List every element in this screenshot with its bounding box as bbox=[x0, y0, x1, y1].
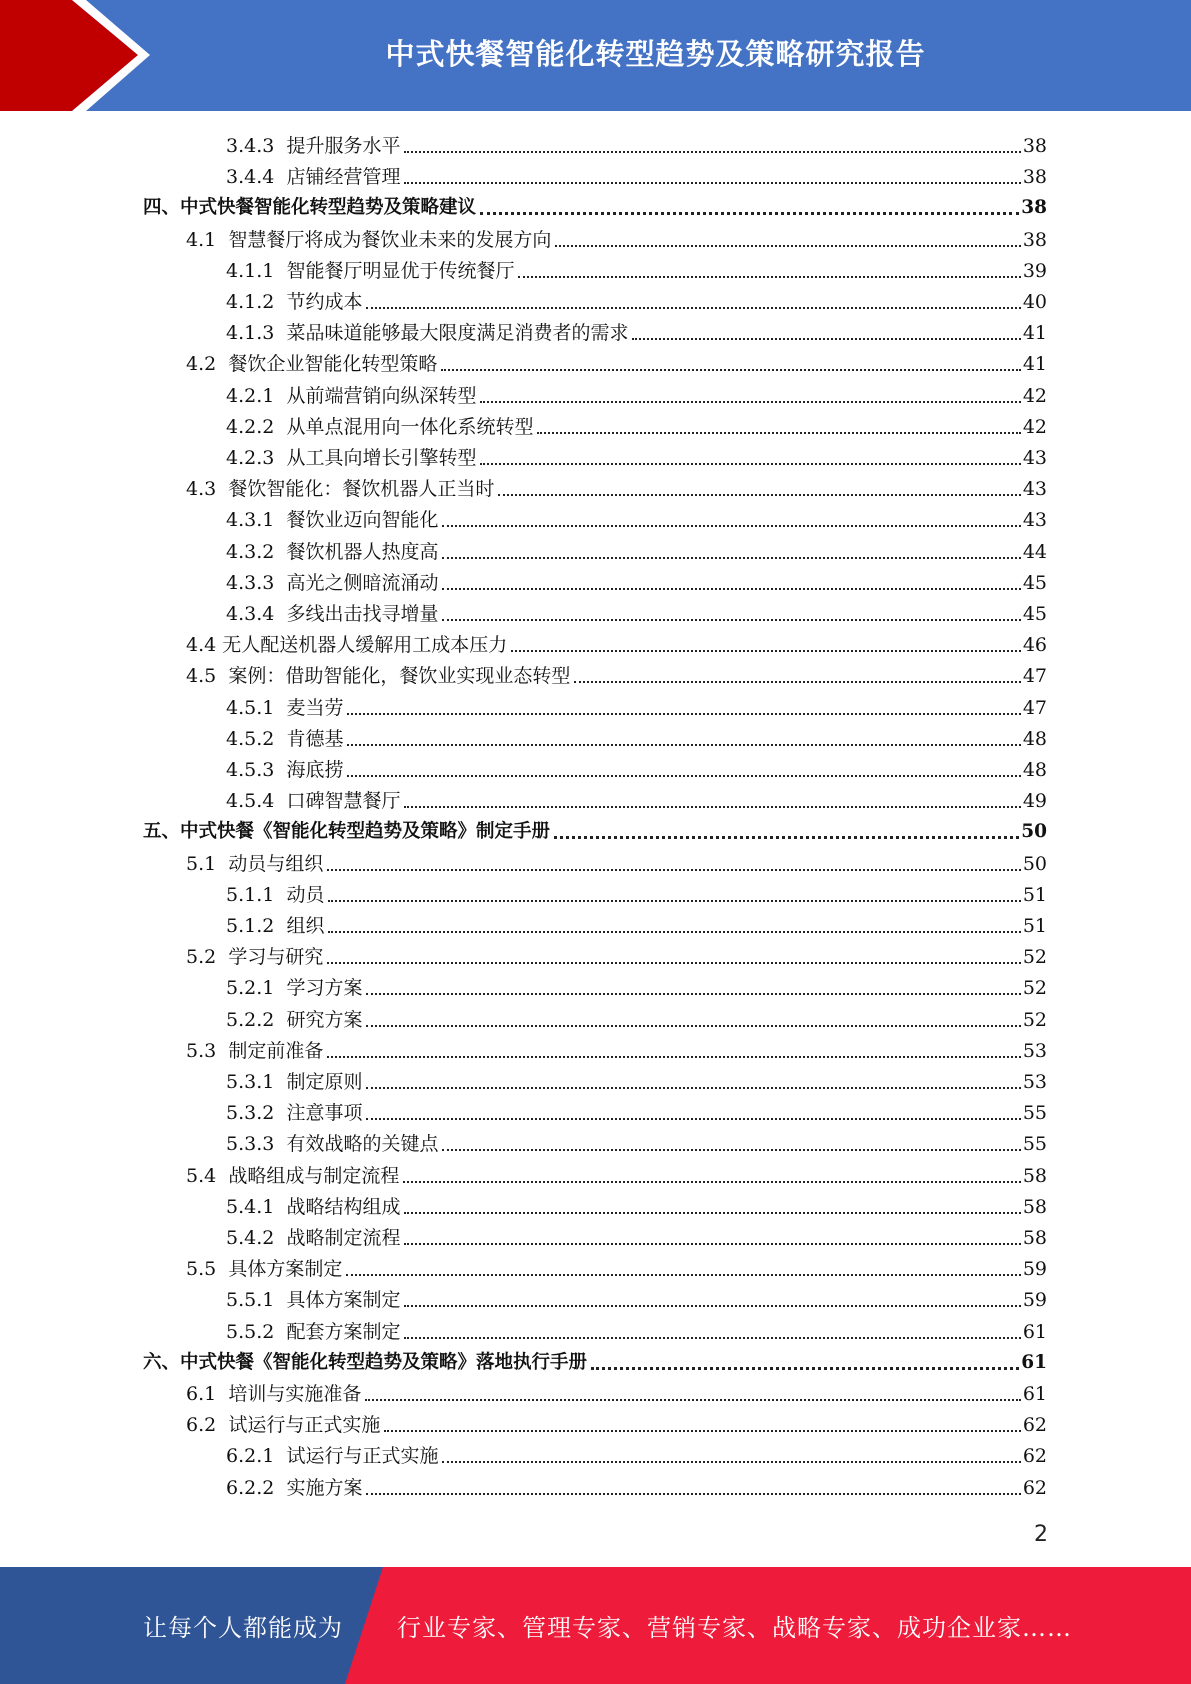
toc-entry-title: 动员 bbox=[286, 883, 325, 906]
toc-entry-page: 43 bbox=[1022, 509, 1047, 532]
toc-entry-number: 5.5.1 bbox=[226, 1289, 275, 1312]
toc-entry-title: 提升服务水平 bbox=[286, 135, 401, 157]
toc-entry-title: 餐饮企业智能化转型策略 bbox=[228, 353, 438, 376]
toc-entry[interactable] bbox=[0, 1094, 1047, 1125]
toc-entry[interactable] bbox=[0, 595, 1047, 626]
toc-entry-page: 55 bbox=[1022, 1102, 1047, 1125]
toc-entry[interactable] bbox=[0, 189, 1047, 220]
toc-entry-title: 多线出击找寻增量 bbox=[286, 603, 439, 625]
toc-entry[interactable] bbox=[0, 689, 1047, 720]
toc-entry-number: 5.3 bbox=[186, 1039, 217, 1062]
toc-entry-title: 注意事项 bbox=[286, 1102, 363, 1125]
toc-entry-title: 培训与实施准备 bbox=[228, 1383, 362, 1405]
toc-entry-number: 6.1 bbox=[186, 1383, 217, 1405]
toc-entry-page: 42 bbox=[1022, 415, 1047, 438]
toc-entry[interactable] bbox=[0, 1344, 1047, 1375]
toc-entry-title: 具体方案制定 bbox=[286, 1289, 401, 1312]
toc-dot-leader bbox=[327, 1055, 1020, 1058]
toc-entry-title: 具体方案制定 bbox=[228, 1258, 343, 1281]
toc-entry-number: 3.4.3 bbox=[226, 135, 275, 157]
toc-entry-number: 5.1.1 bbox=[226, 883, 275, 906]
toc-entry[interactable] bbox=[0, 283, 1047, 314]
toc-entry-page: 62 bbox=[1022, 1476, 1047, 1499]
toc-entry[interactable] bbox=[0, 564, 1047, 595]
toc-dot-leader bbox=[480, 462, 1020, 465]
toc-entry-title: 试运行与正式实施 bbox=[228, 1414, 381, 1437]
toc-dot-leader bbox=[327, 961, 1020, 964]
toc-entry-title: 试运行与正式实施 bbox=[286, 1445, 439, 1468]
toc-entry-page: 55 bbox=[1022, 1133, 1047, 1156]
toc-entry-page: 45 bbox=[1022, 571, 1047, 594]
toc-entry-title: 从前端营销向纵深转型 bbox=[286, 384, 477, 407]
toc-entry-title: 店铺经营管理 bbox=[286, 166, 401, 189]
toc-entry-number: 4.5.4 bbox=[226, 790, 275, 813]
toc-dot-leader bbox=[498, 493, 1020, 496]
toc-entry-page: 44 bbox=[1022, 540, 1047, 563]
toc-entry-title: 有效战略的关键点 bbox=[286, 1133, 439, 1156]
toc-entry-number: 5.4.1 bbox=[226, 1195, 275, 1218]
toc-entry[interactable] bbox=[0, 657, 1047, 688]
toc-entry-number: 4.1.1 bbox=[226, 259, 275, 282]
toc-entry-number: 4.2.2 bbox=[226, 415, 275, 438]
toc-entry-page: 48 bbox=[1022, 727, 1047, 750]
toc-dot-leader bbox=[328, 899, 1020, 902]
toc-entry-page: 52 bbox=[1022, 977, 1047, 1000]
toc-dot-leader bbox=[480, 400, 1020, 403]
toc-dot-leader bbox=[347, 774, 1020, 777]
toc-dot-leader bbox=[518, 275, 1020, 278]
toc-entry[interactable] bbox=[0, 1313, 1047, 1344]
toc-entry-page: 40 bbox=[1022, 291, 1047, 313]
toc-entry-title: 案例：借助智能化，餐饮业实现业态转型 bbox=[228, 665, 571, 688]
toc-entry[interactable] bbox=[0, 938, 1047, 969]
toc-entry-number: 3.4.4 bbox=[226, 166, 275, 189]
toc-entry-title: 实施方案 bbox=[286, 1476, 363, 1499]
toc-entry-page: 61 bbox=[1022, 1383, 1047, 1405]
toc-entry[interactable] bbox=[0, 1406, 1047, 1437]
footer-banner bbox=[0, 1567, 1191, 1684]
toc-entry[interactable] bbox=[0, 1063, 1047, 1094]
toc-dot-leader bbox=[554, 835, 1019, 839]
toc-dot-leader bbox=[347, 743, 1020, 746]
toc-entry-page: 58 bbox=[1022, 1227, 1047, 1249]
toc-entry[interactable] bbox=[0, 1250, 1047, 1281]
toc-dot-leader bbox=[404, 805, 1020, 808]
toc-dot-leader bbox=[384, 1429, 1020, 1432]
toc-entry-title: 战略制定流程 bbox=[286, 1227, 401, 1249]
toc-dot-leader bbox=[404, 150, 1020, 153]
toc-dot-leader bbox=[537, 431, 1020, 434]
toc-entry-page: 43 bbox=[1022, 478, 1047, 501]
toc-entry-number: 5.4.2 bbox=[226, 1227, 275, 1249]
toc-entry-number: 4.1 bbox=[186, 228, 217, 251]
toc-entry-title: 制定前准备 bbox=[228, 1039, 324, 1062]
toc-entry-title: 战略结构组成 bbox=[286, 1195, 401, 1218]
toc-entry-number: 5.5.2 bbox=[226, 1320, 275, 1343]
toc-entry-title: 学习方案 bbox=[286, 977, 363, 1000]
toc-dot-leader bbox=[555, 244, 1020, 247]
toc-dot-leader bbox=[366, 1117, 1020, 1120]
toc-dot-leader bbox=[404, 181, 1020, 184]
toc-entry-page: 49 bbox=[1022, 790, 1047, 813]
toc-entry-page: 53 bbox=[1022, 1039, 1047, 1062]
toc-entry-title: 节约成本 bbox=[286, 291, 363, 313]
toc-entry-number: 4.3.2 bbox=[226, 540, 275, 563]
toc-entry-number: 4.1.2 bbox=[226, 291, 275, 313]
toc-entry-page: 38 bbox=[1021, 197, 1047, 219]
toc-entry[interactable] bbox=[0, 876, 1047, 907]
toc-entry[interactable] bbox=[0, 252, 1047, 283]
toc-dot-leader bbox=[404, 1242, 1020, 1245]
toc-entry-page: 59 bbox=[1022, 1289, 1047, 1312]
toc-entry-title: 六、中式快餐《智能化转型趋势及策略》落地执行手册 bbox=[143, 1351, 588, 1373]
toc-dot-leader bbox=[442, 618, 1020, 621]
toc-entry[interactable] bbox=[0, 439, 1047, 470]
toc-entry[interactable] bbox=[0, 1188, 1047, 1219]
toc-entry[interactable] bbox=[0, 1219, 1047, 1250]
toc-entry-page: 61 bbox=[1021, 1351, 1047, 1373]
toc-entry-number: 4.3.4 bbox=[226, 603, 275, 625]
toc-entry[interactable] bbox=[0, 1281, 1047, 1312]
toc-entry-number: 4.1.3 bbox=[226, 322, 275, 345]
toc-entry[interactable] bbox=[0, 533, 1047, 564]
toc-dot-leader bbox=[404, 1336, 1020, 1339]
toc-entry[interactable] bbox=[0, 720, 1047, 751]
toc-dot-leader bbox=[442, 1460, 1020, 1463]
toc-entry-page: 58 bbox=[1022, 1164, 1047, 1187]
toc-entry-number: 5.4 bbox=[186, 1164, 217, 1187]
toc-entry-number: 6.2.2 bbox=[226, 1476, 275, 1499]
toc-entry-page: 50 bbox=[1021, 821, 1047, 843]
toc-dot-leader bbox=[632, 337, 1020, 340]
toc-entry-title: 从工具向增长引擎转型 bbox=[286, 447, 477, 469]
toc-entry-number: 4.3.3 bbox=[226, 571, 275, 594]
toc-entry-number: 6.2 bbox=[186, 1414, 217, 1437]
toc-entry-number: 5.2.1 bbox=[226, 977, 275, 1000]
toc-entry-page: 41 bbox=[1022, 353, 1047, 376]
toc-entry[interactable] bbox=[0, 845, 1047, 876]
toc-entry-page: 50 bbox=[1022, 852, 1047, 875]
toc-dot-leader bbox=[403, 1180, 1020, 1183]
toc-entry[interactable] bbox=[0, 782, 1047, 813]
toc-entry-number: 5.2 bbox=[186, 946, 217, 969]
toc-entry-page: 53 bbox=[1022, 1071, 1047, 1093]
toc-entry-page: 38 bbox=[1022, 228, 1047, 251]
toc-entry-page: 52 bbox=[1022, 1008, 1047, 1031]
toc-entry[interactable] bbox=[0, 501, 1047, 532]
toc-entry-title: 从单点混用向一体化系统转型 bbox=[286, 415, 534, 438]
toc-dot-leader bbox=[480, 211, 1019, 215]
toc-entry[interactable] bbox=[0, 408, 1047, 439]
toc-entry-page: 62 bbox=[1022, 1414, 1047, 1437]
toc-entry-page: 58 bbox=[1022, 1195, 1047, 1218]
report-title: 中式快餐智能化转型趋势及策略研究报告 bbox=[385, 36, 926, 71]
header-banner bbox=[0, 0, 1191, 111]
toc-entry-page: 45 bbox=[1022, 603, 1047, 625]
toc-dot-leader bbox=[365, 1398, 1020, 1401]
toc-entry-title: 配套方案制定 bbox=[286, 1320, 401, 1343]
toc-dot-leader bbox=[366, 1492, 1020, 1495]
toc-entry-page: 47 bbox=[1022, 665, 1047, 688]
toc-dot-leader bbox=[327, 868, 1020, 871]
toc-entry-page: 38 bbox=[1022, 135, 1047, 157]
toc-dot-leader bbox=[442, 556, 1020, 559]
toc-entry-title: 餐饮业迈向智能化 bbox=[286, 509, 439, 532]
toc-entry[interactable] bbox=[0, 751, 1047, 782]
toc-entry[interactable] bbox=[0, 221, 1047, 252]
toc-entry-page: 51 bbox=[1022, 883, 1047, 906]
toc-entry-title: 学习与研究 bbox=[228, 946, 324, 969]
toc-entry-title: 制定原则 bbox=[286, 1071, 363, 1093]
toc-entry-number: 5.2.2 bbox=[226, 1008, 275, 1031]
toc-entry-page: 59 bbox=[1022, 1258, 1047, 1281]
toc-dot-leader bbox=[366, 1086, 1020, 1089]
toc-entry[interactable] bbox=[0, 1032, 1047, 1063]
toc-entry-page: 39 bbox=[1022, 259, 1047, 282]
toc-entry-number: 4.5 bbox=[186, 665, 217, 688]
toc-entry-title: 餐饮机器人热度高 bbox=[286, 540, 439, 563]
toc-entry-number: 5.1 bbox=[186, 852, 217, 875]
toc-entry[interactable] bbox=[0, 1375, 1047, 1406]
toc-entry[interactable] bbox=[0, 314, 1047, 345]
toc-entry-page: 48 bbox=[1022, 759, 1047, 781]
toc-entry-page: 46 bbox=[1022, 634, 1047, 657]
toc-entry-title: 麦当劳 bbox=[286, 696, 344, 719]
toc-dot-leader bbox=[442, 1148, 1020, 1151]
toc-entry-title: 智慧餐厅将成为餐饮业未来的发展方向 bbox=[228, 228, 552, 251]
toc-entry-page: 51 bbox=[1022, 915, 1047, 937]
toc-dot-leader bbox=[442, 587, 1020, 590]
toc-entry-page: 42 bbox=[1022, 384, 1047, 407]
toc-entry-number: 5.3.1 bbox=[226, 1071, 275, 1093]
toc-entry[interactable] bbox=[0, 907, 1047, 938]
toc-dot-leader bbox=[404, 1304, 1020, 1307]
toc-dot-leader bbox=[347, 712, 1020, 715]
toc-entry-title: 菜品味道能够最大限度满足消费者的需求 bbox=[286, 322, 629, 345]
toc-entry-title: 海底捞 bbox=[286, 759, 344, 781]
toc-entry[interactable] bbox=[0, 1001, 1047, 1032]
toc-entry-number: 5.3.2 bbox=[226, 1102, 275, 1125]
toc-entry-number: 4.2.3 bbox=[226, 447, 275, 469]
footer-slogan-left: 让每个人都能成为 bbox=[143, 1614, 343, 1642]
toc-entry[interactable] bbox=[0, 1469, 1047, 1500]
toc-entry-title: 四、中式快餐智能化转型趋势及策略建议 bbox=[143, 197, 477, 219]
toc-entry[interactable] bbox=[0, 969, 1047, 1000]
toc-entry-title: 动员与组织 bbox=[228, 852, 324, 875]
toc-entry-page: 41 bbox=[1022, 322, 1047, 345]
toc-entry[interactable] bbox=[0, 1437, 1047, 1468]
toc-entry-number: 4.4 bbox=[186, 634, 217, 657]
toc-entry-number: 4.3 bbox=[186, 478, 217, 501]
toc-entry-title: 无人配送机器人缓解用工成本压力 bbox=[222, 634, 508, 657]
toc-entry-page: 52 bbox=[1022, 946, 1047, 969]
toc-dot-leader bbox=[366, 992, 1020, 995]
toc-entry-title: 高光之侧暗流涌动 bbox=[286, 571, 439, 594]
toc-entry-title: 战略组成与制定流程 bbox=[228, 1164, 400, 1187]
toc-entry[interactable] bbox=[0, 1125, 1047, 1156]
toc-entry[interactable] bbox=[0, 626, 1047, 657]
toc-entry-number: 6.2.1 bbox=[226, 1445, 275, 1468]
toc-entry[interactable] bbox=[0, 1157, 1047, 1188]
toc-entry[interactable] bbox=[0, 470, 1047, 501]
toc-dot-leader bbox=[346, 1273, 1020, 1276]
toc-entry-title: 智能餐厅明显优于传统餐厅 bbox=[286, 259, 515, 282]
toc-entry-number: 4.3.1 bbox=[226, 509, 275, 532]
toc-entry[interactable] bbox=[0, 127, 1047, 158]
toc-entry-title: 口碑智慧餐厅 bbox=[286, 790, 401, 813]
toc-entry-title: 肯德基 bbox=[286, 727, 344, 750]
page-number: 2 bbox=[1034, 1522, 1048, 1547]
toc-entry-number: 4.5.1 bbox=[226, 696, 275, 719]
toc-entry-page: 62 bbox=[1022, 1445, 1047, 1468]
toc-dot-leader bbox=[511, 649, 1021, 652]
toc-dot-leader bbox=[328, 930, 1020, 933]
toc-entry-number: 4.5.2 bbox=[226, 727, 275, 750]
toc-dot-leader bbox=[574, 680, 1020, 683]
toc-entry-page: 43 bbox=[1022, 447, 1047, 469]
toc-entry-number: 4.5.3 bbox=[226, 759, 275, 781]
toc-entry-number: 5.1.2 bbox=[226, 915, 275, 937]
toc-dot-leader bbox=[442, 524, 1020, 527]
toc-dot-leader bbox=[441, 368, 1020, 371]
toc-entry[interactable] bbox=[0, 813, 1047, 844]
toc-entry-page: 47 bbox=[1022, 696, 1047, 719]
toc-entry-number: 5.5 bbox=[186, 1258, 217, 1281]
toc-entry-number: 4.2 bbox=[186, 353, 217, 376]
toc-entry-title: 研究方案 bbox=[286, 1008, 363, 1031]
toc-entry-title: 组织 bbox=[286, 915, 325, 937]
toc-dot-leader bbox=[366, 306, 1020, 309]
toc-dot-leader bbox=[591, 1366, 1019, 1370]
toc-entry-title: 五、中式快餐《智能化转型趋势及策略》制定手册 bbox=[143, 821, 551, 843]
toc-entry[interactable] bbox=[0, 377, 1047, 408]
toc-entry[interactable] bbox=[0, 345, 1047, 376]
toc-entry-page: 38 bbox=[1022, 166, 1047, 189]
toc-dot-leader bbox=[366, 1024, 1020, 1027]
toc-entry-number: 4.2.1 bbox=[226, 384, 275, 407]
toc-entry-number: 5.3.3 bbox=[226, 1133, 275, 1156]
toc-entry-title: 餐饮智能化：餐饮机器人正当时 bbox=[228, 478, 495, 501]
toc-entry-page: 61 bbox=[1022, 1320, 1047, 1343]
toc-entry[interactable] bbox=[0, 158, 1047, 189]
footer-slogan-right: 行业专家、管理专家、营销专家、战略专家、成功企业家…… bbox=[397, 1614, 1072, 1642]
toc-dot-leader bbox=[404, 1211, 1020, 1214]
